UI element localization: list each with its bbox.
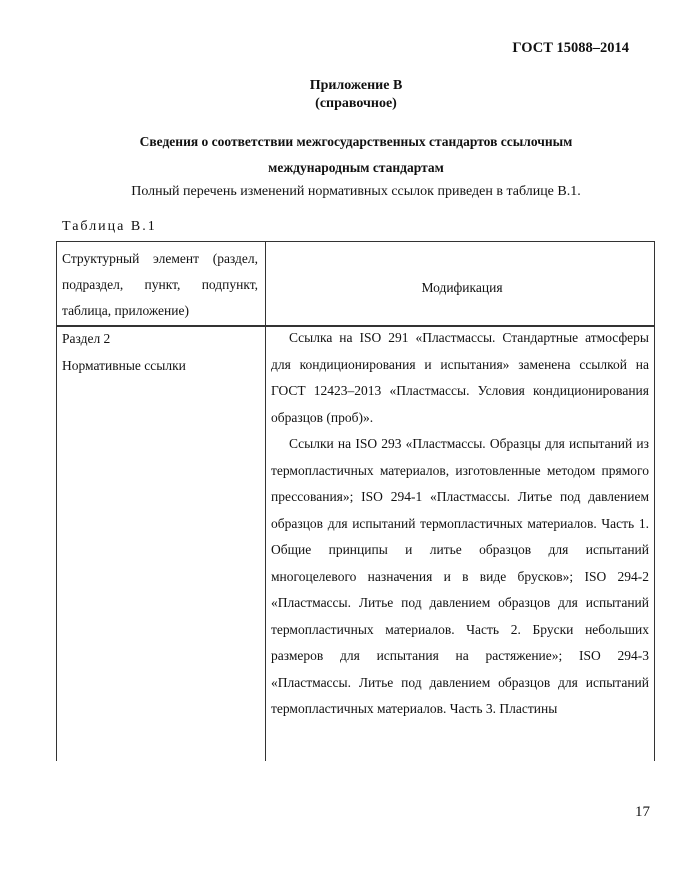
table-header-element: Структурный элемент (раздел, подраздел, пункт, подпункт, таблица, приложение) [62, 251, 258, 318]
table-header-modification: Модификация [421, 280, 503, 295]
annex-subtitle: (справочное) [315, 96, 397, 111]
table-left-border [56, 241, 57, 761]
section-heading [0, 129, 680, 181]
element-name: Нормативные ссылки [62, 358, 186, 373]
standard-code: ГОСТ 15088–2014 [512, 40, 629, 56]
table-right-border [654, 241, 655, 761]
modification-paragraph-2: Ссылки на ISO 293 «Пластмассы. Образцы для испытаний из термопластичных материалов, изготовленные методом прямого прессования»; ISO 294-1 «Пластмассы. Литье под давлением образцов для испытаний термопластичных материалов. Часть 1. Общие принципы и литье образцов для испытаний многоцелевого назначения и в виде брусков»; ISO 294-2 «Пластмассы. Литье под давлением образцов для испытаний термопластичных материалов. Часть 2. Бруски небольших размеров для испытания на растяжение»; ISO 294-3 «Пластмассы. Литье под давлением образцов для испытаний термопластичных материалов. Часть 3. Пластины [271, 436, 649, 716]
element-section: Раздел 2 [62, 331, 111, 346]
page-number: 17 [635, 804, 650, 820]
section-heading-line1: Сведения о соответствии межгосударственных стандартов ссылочным [139, 134, 573, 149]
modification-paragraph-1: Ссылка на ISO 291 «Пластмассы. Стандартные атмосферы для кондиционирования и испытания» заменена ссылкой на ГОСТ 12423–2013 «Пластмассы. Условия кондиционирования образцов (проб)». [271, 330, 649, 425]
intro-text: Полный перечень изменений нормативных ссылок приведен в таблице В.1. [131, 184, 581, 199]
annex-title: Приложение В [309, 78, 403, 93]
section-heading-line2: международным стандартам [268, 160, 444, 175]
table-top-border [56, 241, 654, 242]
table-caption: Таблица В.1 [62, 219, 157, 234]
table-column-divider [265, 241, 266, 761]
table-row-element [62, 325, 262, 379]
annex-title-block [0, 77, 680, 113]
table-row-modification [271, 325, 649, 723]
